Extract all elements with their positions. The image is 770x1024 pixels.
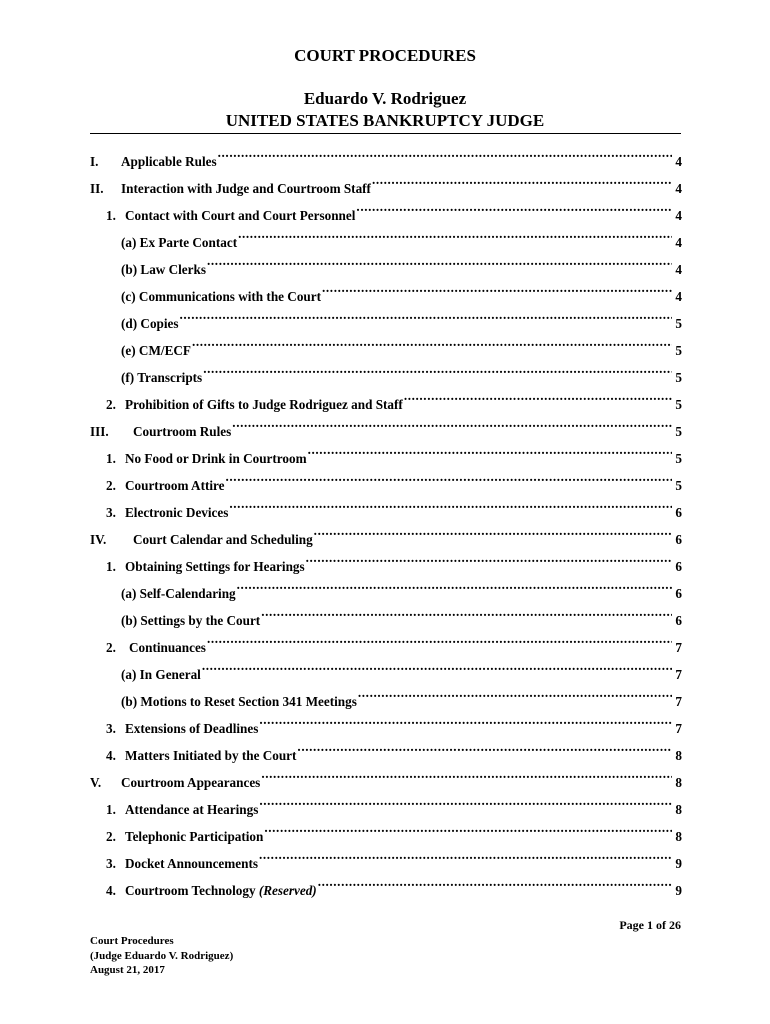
toc-entry-page: 5 <box>675 370 682 385</box>
toc-leader-dots <box>261 605 672 625</box>
toc-entry-number: III. <box>90 424 109 439</box>
toc-entry-number: I. <box>90 154 99 169</box>
footer-line: Court Procedures <box>90 935 174 947</box>
toc-entry-page: 4 <box>675 181 682 196</box>
toc-entry-title: Applicable Rules <box>121 154 217 169</box>
toc-entry-number: II. <box>90 181 104 196</box>
document-title: COURT PROCEDURES <box>294 46 476 65</box>
toc-leader-dots <box>232 416 672 436</box>
toc-entry[interactable] <box>106 470 682 493</box>
toc-entry-page: 8 <box>675 748 682 763</box>
toc-entry-title: (b) Law Clerks <box>121 262 206 277</box>
toc-entry-title-text: Courtroom Technology <box>125 883 256 898</box>
toc-entry[interactable] <box>106 848 682 871</box>
toc-leader-dots <box>372 173 672 193</box>
toc-entry[interactable] <box>121 659 682 682</box>
toc-entry-page: 5 <box>675 424 682 439</box>
toc-entry[interactable] <box>121 578 682 601</box>
toc-entry[interactable] <box>106 632 682 655</box>
toc-entry-title: (a) Self-Calendaring <box>121 586 236 601</box>
toc-entry-title: No Food or Drink in Courtroom <box>125 451 307 466</box>
toc-entry-page: 8 <box>675 829 682 844</box>
toc-entry[interactable] <box>121 335 682 358</box>
toc-entry-number: 4. <box>106 748 116 763</box>
toc-entry[interactable] <box>106 443 682 466</box>
judge-name: Eduardo V. Rodriguez <box>303 89 467 108</box>
toc-entry-page: 7 <box>675 667 682 682</box>
toc-leader-dots <box>229 497 672 517</box>
toc-leader-dots <box>202 659 672 679</box>
toc-entry-page: 4 <box>675 208 682 223</box>
toc-leader-dots <box>314 524 672 544</box>
toc-entry-page: 4 <box>675 154 682 169</box>
toc-entry[interactable] <box>90 416 682 439</box>
toc-leader-dots <box>207 632 672 652</box>
toc-leader-dots <box>322 281 672 301</box>
toc-leader-dots <box>259 713 672 733</box>
toc-entry-number: IV. <box>90 532 107 547</box>
toc-entry-number: V. <box>90 775 102 790</box>
toc-entry[interactable] <box>106 821 682 844</box>
toc-leader-dots <box>237 578 672 598</box>
toc-entry[interactable] <box>90 524 682 547</box>
toc-entry-number: 1. <box>106 802 116 817</box>
toc-entry-page: 9 <box>675 883 682 898</box>
toc-entry-page: 4 <box>675 289 682 304</box>
toc-entry-title: (b) Settings by the Court <box>121 613 261 628</box>
toc-entry-page: 8 <box>675 775 682 790</box>
toc-entry-page: 6 <box>675 532 682 547</box>
toc-entry-number: 2. <box>106 829 116 844</box>
toc-leader-dots <box>207 254 672 274</box>
toc-entry-page: 7 <box>675 640 682 655</box>
toc-entry-page: 5 <box>675 316 682 331</box>
toc-entry[interactable] <box>121 254 682 277</box>
toc-entry-title: Interaction with Judge and Courtroom Staff <box>121 181 371 196</box>
toc-entry[interactable] <box>90 146 682 169</box>
toc-entry-title-italic: (Reserved) <box>258 883 317 898</box>
footer-line: (Judge Eduardo V. Rodriguez) <box>90 949 234 962</box>
toc-entry-page: 6 <box>675 505 682 520</box>
toc-entry-page: 9 <box>675 856 682 871</box>
toc-entry[interactable] <box>106 200 682 223</box>
toc-entry-number: 3. <box>106 721 116 736</box>
toc-leader-dots <box>318 875 672 895</box>
toc-leader-dots <box>358 686 672 706</box>
toc-entry-page: 5 <box>675 343 682 358</box>
page-number: Page 1 of 26 <box>619 918 681 932</box>
toc-entry-title: (b) Motions to Reset Section 341 Meetings <box>121 694 357 709</box>
toc-leader-dots <box>404 389 672 409</box>
toc-entry-number: 1. <box>106 559 116 574</box>
toc-leader-dots <box>356 200 672 220</box>
toc-leader-dots <box>264 821 672 841</box>
header-divider <box>90 133 681 134</box>
toc-entry[interactable] <box>106 740 682 763</box>
footer-line: August 21, 2017 <box>90 964 165 976</box>
toc-entry-page: 5 <box>675 451 682 466</box>
toc-entry[interactable] <box>106 497 682 520</box>
toc-entry-title: Obtaining Settings for Hearings <box>125 559 305 574</box>
toc-entry-title: Continuances <box>129 640 206 655</box>
toc-entry-title: Contact with Court and Court Personnel <box>125 208 356 223</box>
toc-entry-page: 4 <box>675 235 682 250</box>
toc-entry[interactable] <box>121 308 682 331</box>
toc-entry-number: 3. <box>106 856 116 871</box>
toc-entry-title: (c) Communications with the Court <box>121 289 321 304</box>
toc-leader-dots <box>259 848 672 868</box>
toc-entry-title: Attendance at Hearings <box>125 802 259 817</box>
toc-entry-title: Extensions of Deadlines <box>125 721 259 736</box>
toc-entry-title: (d) Copies <box>121 316 179 331</box>
toc-entry[interactable] <box>121 362 682 385</box>
toc-entry[interactable] <box>90 173 682 196</box>
toc-leader-dots <box>192 335 672 355</box>
toc-entry[interactable] <box>106 389 682 412</box>
toc-leader-dots <box>306 551 672 571</box>
toc-entry-number: 4. <box>106 883 116 898</box>
toc-entry-number: 1. <box>106 451 116 466</box>
toc-leader-dots <box>218 146 672 166</box>
toc-entry-page: 6 <box>675 586 682 601</box>
toc-entry[interactable] <box>121 227 682 250</box>
toc-entry-title: (a) Ex Parte Contact <box>121 235 238 250</box>
toc-leader-dots <box>297 740 672 760</box>
toc-leader-dots <box>308 443 672 463</box>
toc-entry-title: Courtroom Rules <box>133 424 232 439</box>
judge-title: UNITED STATES BANKRUPTCY JUDGE <box>225 111 545 130</box>
toc-entry-title: Docket Announcements <box>125 856 258 871</box>
toc-leader-dots <box>259 794 672 814</box>
toc-entry-title: Courtroom Appearances <box>121 775 261 790</box>
toc-entry[interactable] <box>121 605 682 628</box>
toc-entry-page: 4 <box>675 262 682 277</box>
toc-entry[interactable] <box>106 875 682 898</box>
toc-entry[interactable] <box>90 767 682 790</box>
toc-entry[interactable] <box>106 551 682 574</box>
toc-entry-number: 2. <box>106 640 116 655</box>
toc-entry[interactable] <box>121 686 682 709</box>
toc-entry-title: (a) In General <box>121 667 201 682</box>
toc-entry-page: 7 <box>675 721 682 736</box>
toc-leader-dots <box>226 470 673 490</box>
toc-entry-title: (f) Transcripts <box>121 370 203 385</box>
document-footer <box>90 934 233 978</box>
toc-entry-page: 5 <box>675 397 682 412</box>
toc-entry-title: Matters Initiated by the Court <box>125 748 297 763</box>
toc-entry-title: (e) CM/ECF <box>121 343 191 358</box>
toc-entry-number: 3. <box>106 505 116 520</box>
toc-entry-title: Telephonic Participation <box>125 829 264 844</box>
toc-entry[interactable] <box>121 281 682 304</box>
toc-leader-dots <box>203 362 672 382</box>
toc-entry-title: Court Calendar and Scheduling <box>133 532 313 547</box>
toc-entry-page: 8 <box>675 802 682 817</box>
toc-leader-dots <box>238 227 672 247</box>
toc-entry-title: Courtroom Attire <box>125 478 225 493</box>
toc-entry-page: 7 <box>675 694 682 709</box>
toc-leader-dots <box>261 767 672 787</box>
toc-entry-number: 2. <box>106 397 116 412</box>
toc-entry[interactable] <box>106 713 682 736</box>
toc-entry-title <box>125 881 317 901</box>
toc-entry[interactable] <box>106 794 682 817</box>
toc-entry-title: Prohibition of Gifts to Judge Rodriguez and Staff <box>125 397 403 412</box>
toc-entry-page: 6 <box>675 559 682 574</box>
toc-entry-page: 5 <box>675 478 682 493</box>
toc-entry-number: 2. <box>106 478 116 493</box>
toc-leader-dots <box>180 308 672 328</box>
toc-entry-title: Electronic Devices <box>125 505 229 520</box>
toc-entry-number: 1. <box>106 208 116 223</box>
toc-entry-page: 6 <box>675 613 682 628</box>
